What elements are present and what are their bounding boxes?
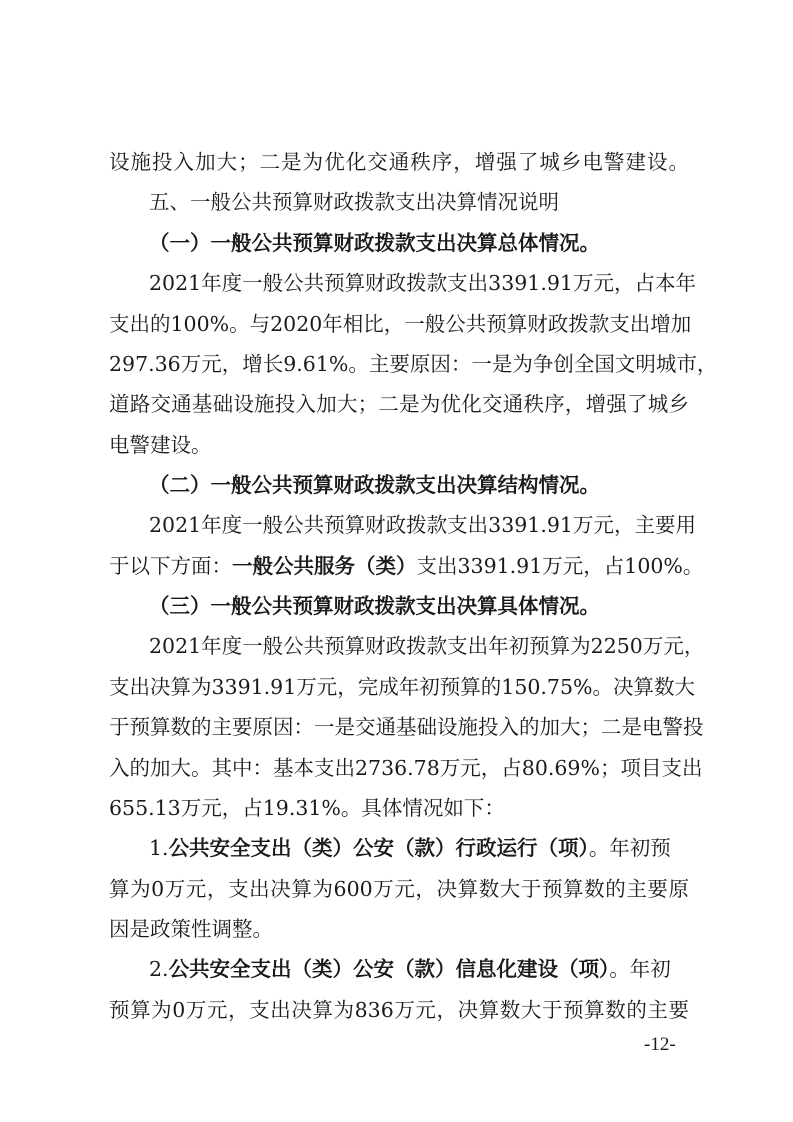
bold-term: 一般公共服务（类） bbox=[232, 554, 417, 578]
paragraph-line: 预算为0万元，支出决算为836万元，决算数大于预算数的主要 bbox=[109, 998, 689, 1022]
item-number: 2. bbox=[149, 957, 169, 981]
line-text: 于以下方面： bbox=[109, 554, 232, 578]
bold-term: 公共安全支出（类）公安（款）行政运行（项） bbox=[168, 836, 589, 860]
paragraph-line: 2021年度一般公共预算财政拨款支出年初预算为2250万元， bbox=[149, 634, 705, 658]
line-text: 支出3391.91万元，占100%。 bbox=[416, 554, 704, 578]
paragraph-line: 655.13万元，占19.31%。具体情况如下： bbox=[109, 796, 505, 820]
paragraph-line: 入的加大。其中：基本支出2736.78万元，占80.69%；项目支出 bbox=[109, 756, 703, 780]
subsection-heading: （二）一般公共预算财政拨款支出决算结构情况。 bbox=[149, 473, 600, 497]
line-text: 。年初预 bbox=[588, 836, 671, 860]
subsection-heading: （三）一般公共预算财政拨款支出决算具体情况。 bbox=[149, 594, 600, 618]
paragraph-line: 因是政策性调整。 bbox=[109, 917, 273, 941]
paragraph-line: 于预算数的主要原因：一是交通基础设施投入的加大；二是电警投 bbox=[109, 715, 704, 739]
item-line bbox=[149, 955, 689, 983]
bold-term: 公共安全支出（类）公安（款）信息化建设（项） bbox=[168, 957, 610, 981]
paragraph-line: 支出的100%。与2020年相比，一般公共预算财政拨款支出增加 bbox=[109, 312, 692, 336]
paragraph-line bbox=[109, 552, 704, 580]
page-number: -12- bbox=[644, 1034, 676, 1055]
paragraph-line: 电警建设。 bbox=[109, 433, 212, 457]
section-heading: 五、一般公共预算财政拨款支出决算情况说明 bbox=[149, 190, 559, 214]
paragraph-line: 2021年度一般公共预算财政拨款支出3391.91万元，主要用 bbox=[149, 513, 696, 537]
paragraph-line: 2021年度一般公共预算财政拨款支出3391.91万元，占本年 bbox=[149, 271, 696, 295]
paragraph-line: 道路交通基础设施投入加大；二是为优化交通秩序，增强了城乡 bbox=[109, 392, 689, 416]
item-line bbox=[149, 834, 689, 862]
line-text: 。年初 bbox=[609, 957, 671, 981]
item-number: 1. bbox=[149, 836, 169, 860]
paragraph-line: 算为0万元，支出决算为600万元，决算数大于预算数的主要原 bbox=[109, 877, 689, 901]
paragraph-line: 297.36万元，增长9.61%。主要原因：一是为争创全国文明城市， bbox=[109, 352, 718, 376]
paragraph-line: 设施投入加大；二是为优化交通秩序，增强了城乡电警建设。 bbox=[109, 150, 689, 174]
subsection-heading: （一）一般公共预算财政拨款支出决算总体情况。 bbox=[149, 231, 600, 255]
paragraph-line: 支出决算为3391.91万元，完成年初预算的150.75%。决算数大 bbox=[109, 675, 695, 699]
